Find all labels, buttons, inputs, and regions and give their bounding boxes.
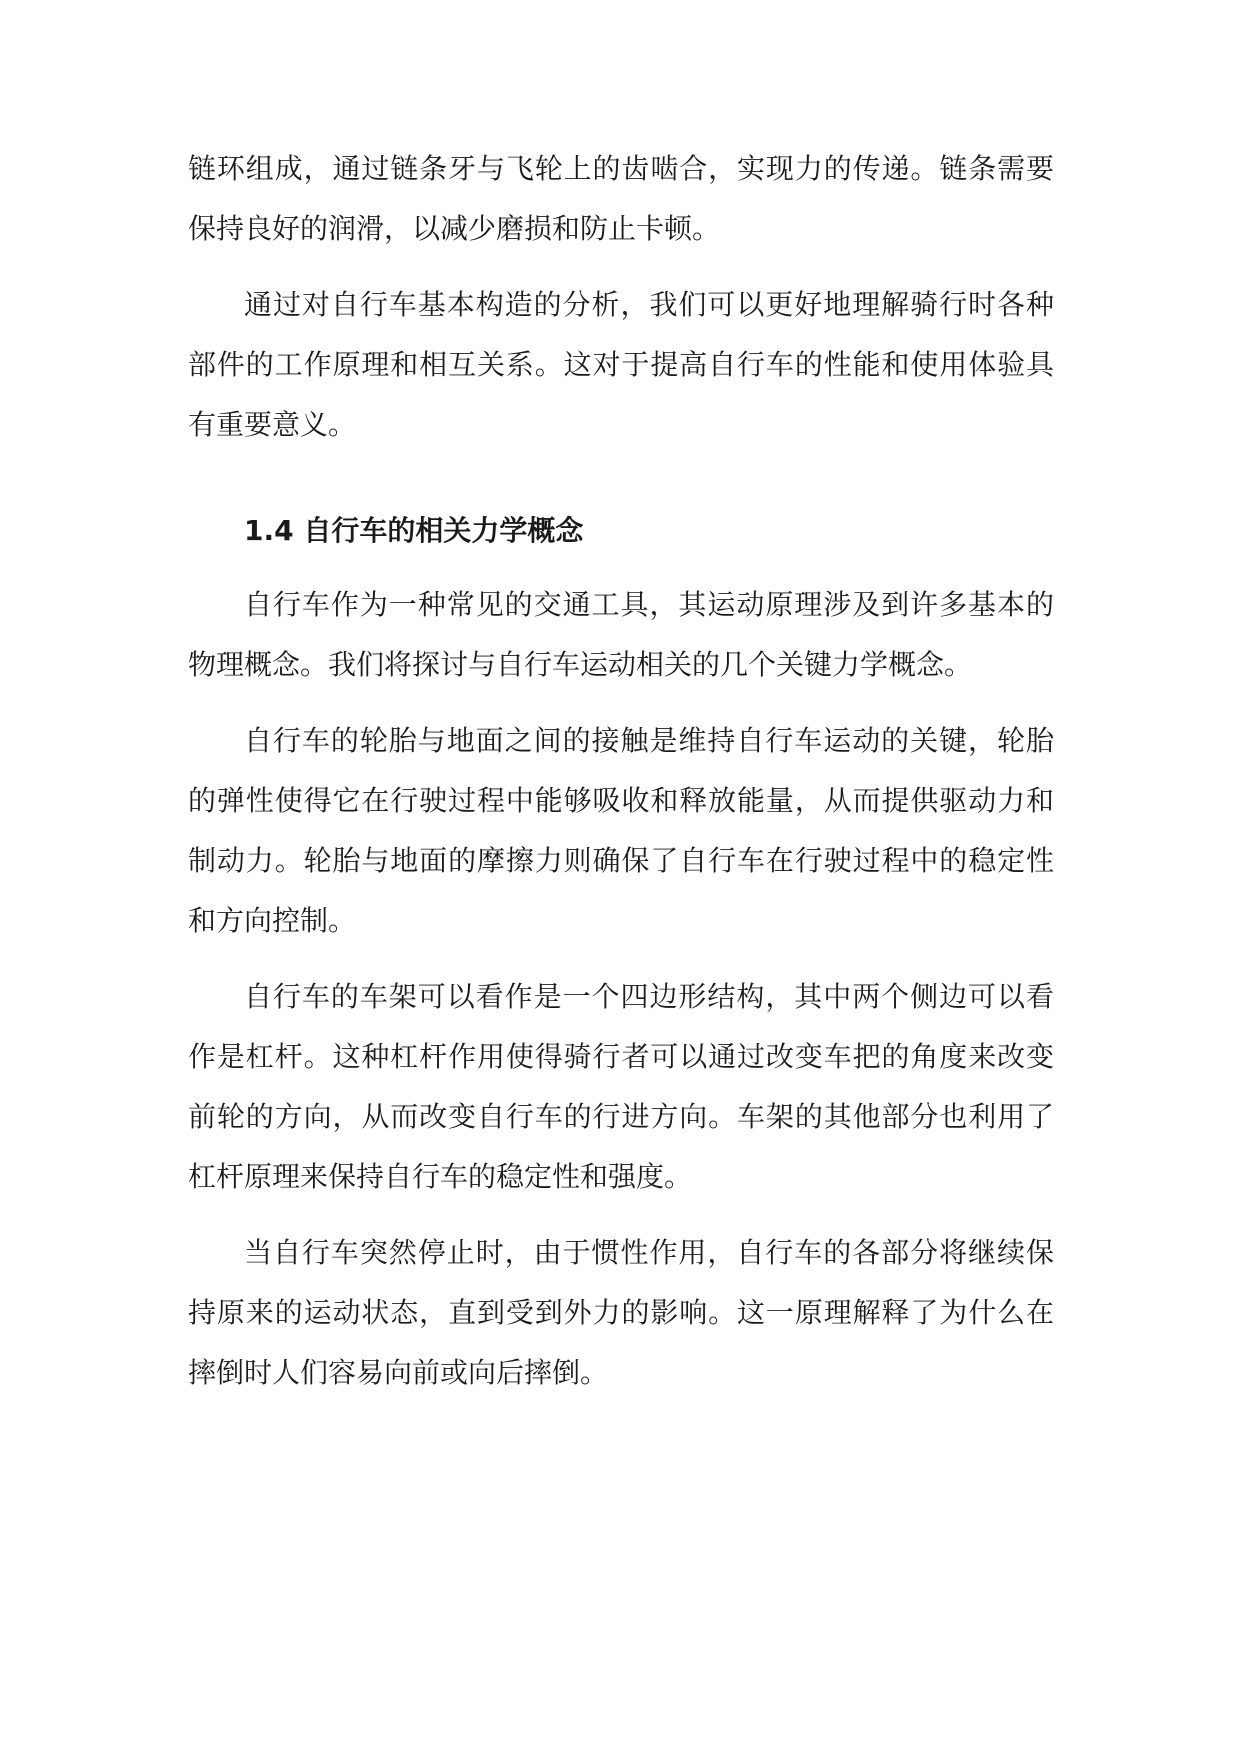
- paragraph-frame-lever: 自行车的车架可以看作是一个四边形结构，其中两个侧边可以看作是杠杆。这种杠杆作用使得骑行者可以通过改变车把的角度来改变前轮的方向，从而改变自行车的行进方向。车架的其他部分也利用了杠杆原理来保持自行车的稳定性和强度。: [188, 980, 1054, 1193]
- section-heading: 1.4 自行车的相关力学概念: [244, 514, 584, 547]
- paragraph-structure-summary: 通过对自行车基本构造的分析，我们可以更好地理解骑行时各种部件的工作原理和相互关系。这对于提高自行车的性能和使用体验具有重要意义。: [188, 288, 1054, 441]
- document-body: [188, 139, 1054, 1419]
- paragraph-intro-mechanics: 自行车作为一种常见的交通工具，其运动原理涉及到许多基本的物理概念。我们将探讨与自行车运动相关的几个关键力学概念。: [188, 588, 1054, 681]
- paragraph-tire-friction: 自行车的轮胎与地面之间的接触是维持自行车运动的关键，轮胎的弹性使得它在行驶过程中能够吸收和释放能量，从而提供驱动力和制动力。轮胎与地面的摩擦力则确保了自行车在行驶过程中的稳定性和方向控制。: [188, 724, 1054, 937]
- paragraph-chain-continuation: 链环组成，通过链条牙与飞轮上的齿啮合，实现力的传递。链条需要保持良好的润滑，以减少磨损和防止卡顿。: [188, 152, 1054, 245]
- paragraph-inertia: 当自行车突然停止时，由于惯性作用，自行车的各部分将继续保持原来的运动状态，直到受到外力的影响。这一原理解释了为什么在摔倒时人们容易向前或向后摔倒。: [188, 1236, 1054, 1389]
